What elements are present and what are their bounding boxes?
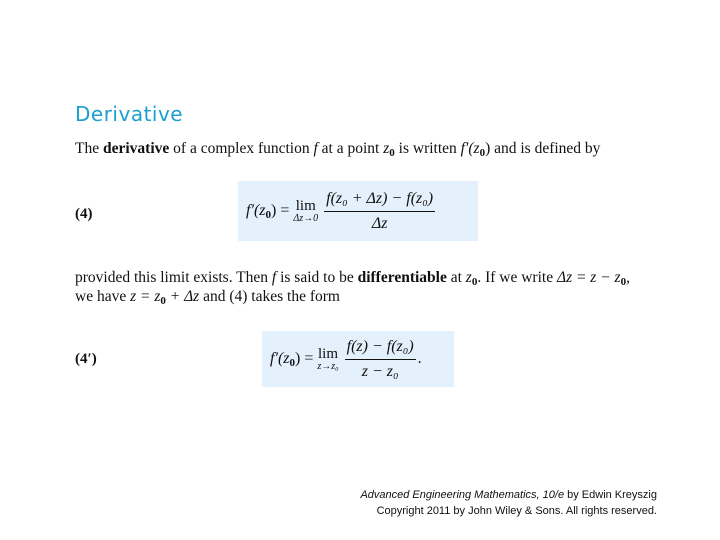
differentiable-paragraph: [75, 268, 630, 289]
text: at a point: [317, 140, 384, 157]
text: of a complex function: [169, 140, 314, 157]
book-title: Advanced Engineering Mathematics, 10/e: [360, 489, 565, 501]
text: at: [446, 269, 466, 286]
denominator: Δz: [371, 214, 388, 232]
math: ) =: [295, 350, 314, 367]
lim-subscript: z→z₀: [317, 361, 339, 372]
equation-4-box: [238, 181, 478, 241]
lim-text: lim: [295, 198, 316, 214]
form-paragraph: [75, 287, 340, 308]
subscript: 0: [265, 209, 272, 221]
equation-label-4: (4): [75, 206, 93, 222]
text: and (4) takes the form: [199, 288, 340, 305]
math: f′(: [246, 202, 260, 219]
math: Δz = z − z: [556, 269, 621, 286]
subscript: 0: [620, 276, 627, 288]
math: f′(: [460, 140, 474, 157]
math: z: [283, 350, 290, 367]
term-differentiable: differentiable: [357, 269, 447, 286]
text: is written: [394, 140, 461, 157]
equation-lhs: [270, 350, 313, 368]
limit-operator: [293, 198, 318, 224]
math: + Δz: [165, 288, 200, 305]
math: f: [313, 140, 318, 157]
limit-operator: [317, 346, 338, 372]
numerator: f(z) − f(z₀): [345, 338, 416, 360]
slide-title: Derivative: [75, 102, 184, 126]
text: we have: [75, 288, 131, 305]
fraction: [345, 338, 416, 381]
subscript: 0: [289, 357, 296, 369]
text: The: [75, 140, 103, 157]
text: provided this limit exists. Then: [75, 269, 272, 286]
equation-lhs: [246, 202, 289, 220]
subscript: 0: [479, 147, 486, 159]
definition-paragraph: [75, 139, 600, 160]
math: f: [271, 269, 277, 286]
equation-label-4-prime: (4′): [75, 351, 97, 367]
lim-text: lim: [318, 346, 339, 362]
subscript: 0: [160, 295, 166, 307]
subscript: 0: [471, 276, 478, 288]
math: z: [465, 269, 472, 286]
text: ,: [626, 269, 630, 286]
text: is said to be: [276, 269, 358, 286]
term-derivative: derivative: [102, 140, 170, 157]
fraction: [324, 190, 435, 233]
equation-4-prime-box: [262, 331, 454, 387]
math: ) =: [271, 202, 290, 219]
numerator: f(z₀ + Δz) − f(z₀): [324, 190, 435, 212]
lim-subscript: Δz→0: [293, 213, 319, 224]
author: by Edwin Kreyszig: [564, 489, 657, 501]
period: .: [417, 350, 422, 367]
book-credit: [360, 489, 657, 501]
math: z: [259, 202, 266, 219]
text: ): [485, 140, 491, 157]
math: z: [473, 140, 480, 157]
denominator: z − z₀: [361, 362, 399, 380]
math: z = z: [130, 288, 161, 305]
copyright-notice: Copyright 2011 by John Wiley & Sons. All rights reserved.: [376, 505, 657, 517]
text: and is defined by: [490, 140, 601, 157]
text: . If we write: [477, 269, 557, 286]
math: z: [383, 140, 390, 157]
subscript: 0: [389, 147, 395, 159]
math: f′(: [270, 350, 284, 367]
